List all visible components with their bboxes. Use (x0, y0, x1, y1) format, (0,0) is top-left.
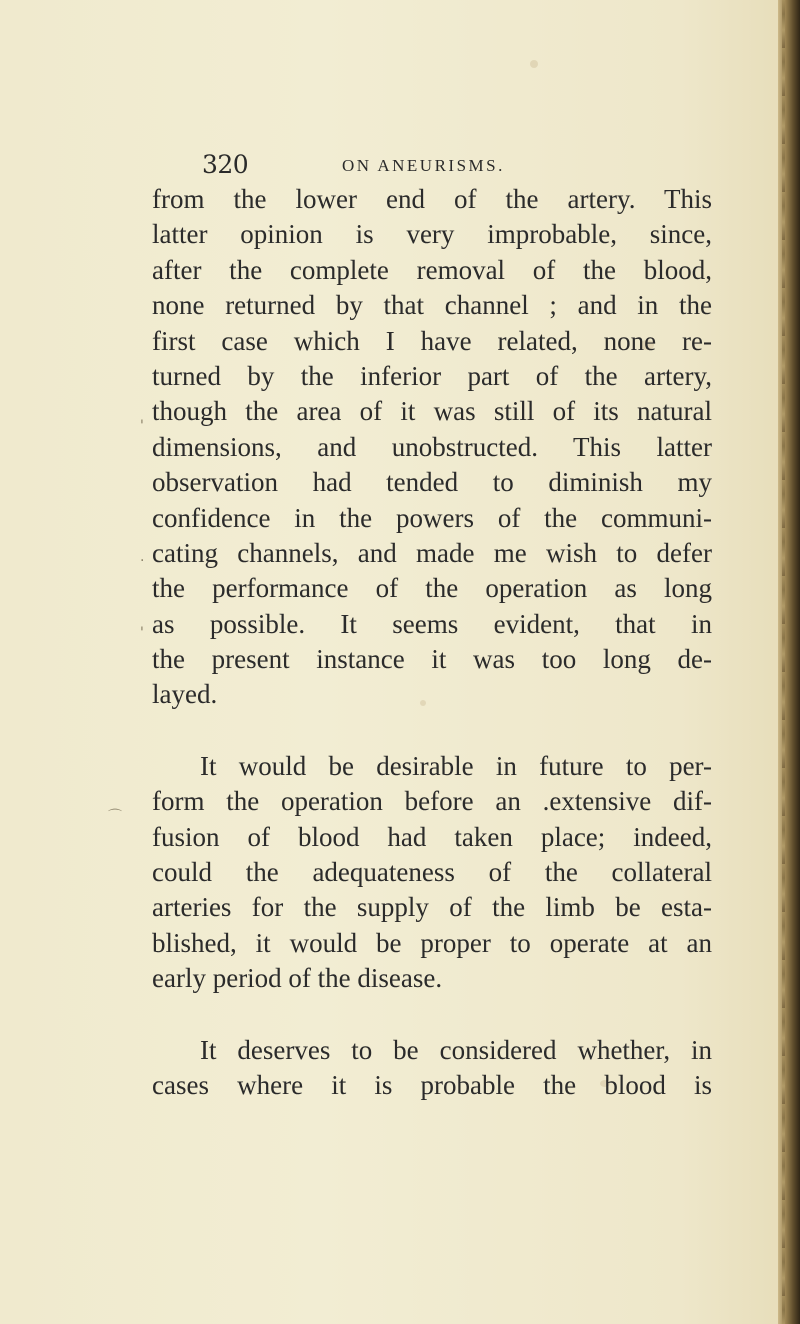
text-line: the present instance it was too long de- (152, 644, 712, 675)
text-line: confidence in the powers of the communi- (152, 502, 712, 533)
text-line: turned by the inferior part of the artery, (152, 360, 712, 391)
text-line: early period of the disease. (152, 963, 443, 994)
text-line: first case which I have related, none re- (152, 325, 712, 356)
margin-mark: ' (140, 418, 144, 434)
text-line: blished, it would be proper to operate at an (152, 927, 712, 958)
paragraph-gap (152, 997, 712, 1033)
running-head: ON ANEURISMS. (342, 156, 505, 175)
text-line: though the area of it was still of its natural (152, 396, 712, 427)
text-line: from the lower end of the artery. This (152, 184, 712, 214)
page-binding-edge (778, 0, 800, 1324)
text-line: cating channels, and made me wish to defer (152, 537, 712, 568)
text-line: dimensions, and unobstructed. This latter (152, 431, 712, 462)
body-text (152, 182, 712, 1103)
paragraph (152, 749, 712, 997)
margin-mark: ⌒ (108, 809, 122, 825)
margin-mark: ' (140, 625, 144, 641)
margin-mark: · (140, 553, 145, 569)
text-line: the performance of the operation as long (152, 573, 712, 604)
text-line: fusion of blood had taken place; indeed, (152, 821, 712, 852)
text-line: layed. (152, 679, 218, 710)
text-line: observation had tended to diminish my (152, 467, 712, 498)
text-line: It deserves to be considered whether, in (200, 1034, 712, 1065)
paragraph (152, 1033, 712, 1104)
text-line: arteries for the supply of the limb be esta- (152, 892, 712, 923)
text-line: cases where it is probable the blood is (152, 1069, 712, 1100)
text-line: as possible. It seems evident, that in (152, 608, 712, 639)
page-number: 320 (202, 150, 249, 179)
paragraph (152, 182, 712, 713)
text-line: after the complete removal of the blood, (152, 254, 712, 285)
text-line: form the operation before an .extensive dif- (152, 786, 712, 817)
paragraph-gap (152, 713, 712, 749)
text-line: It would be desirable in future to per- (200, 750, 712, 781)
text-line: could the adequateness of the collateral (152, 857, 712, 888)
text-line: latter opinion is very improbable, since, (152, 219, 712, 250)
paper-stain (530, 60, 538, 68)
text-line: none returned by that channel ; and in the (152, 290, 712, 321)
